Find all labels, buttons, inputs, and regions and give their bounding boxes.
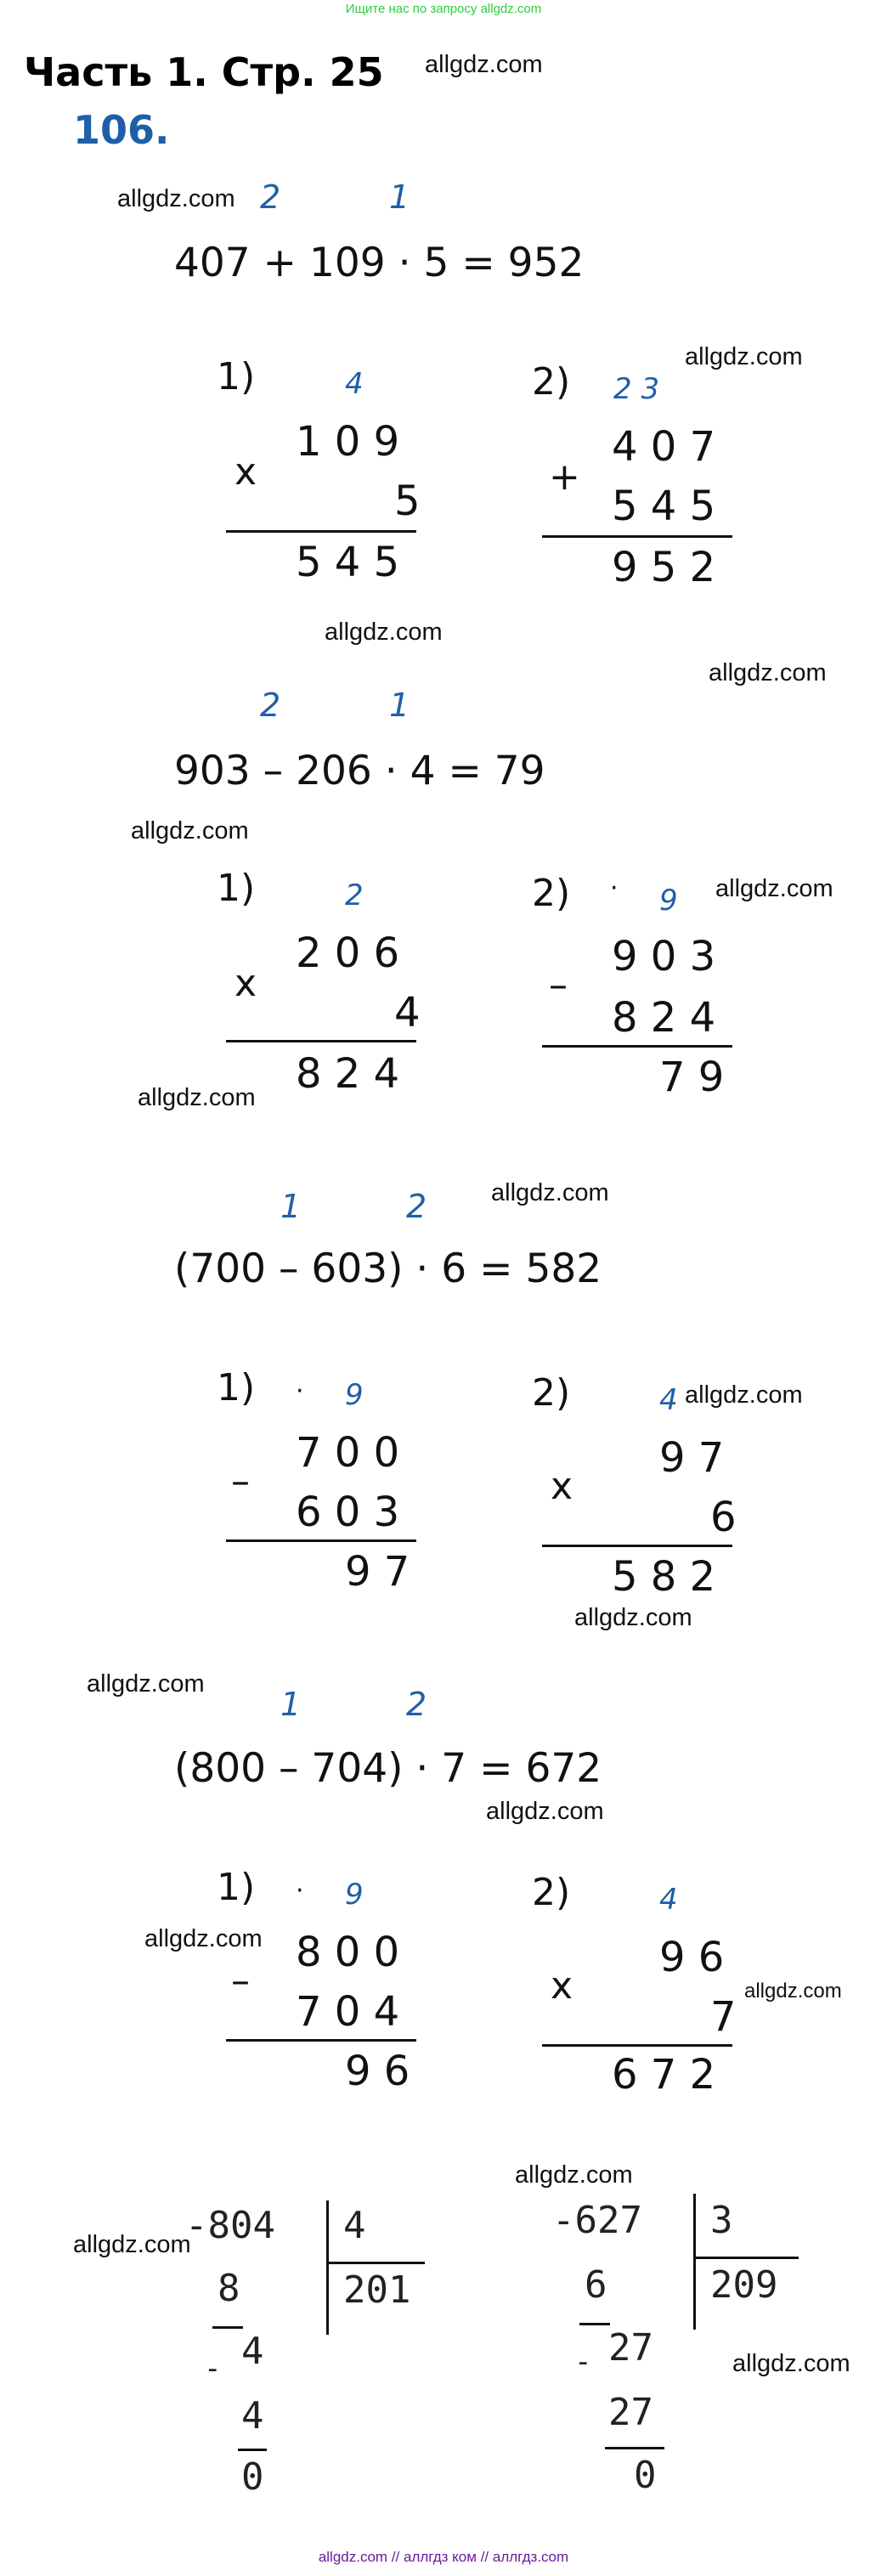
expression: 903 – 206 · 4 = 79 (174, 748, 545, 794)
quotient-line (328, 2262, 425, 2264)
watermark: allgdz.com (744, 1980, 842, 2003)
step-label: 2) (532, 872, 571, 915)
watermark: allgdz.com (709, 659, 827, 686)
operand-bottom: 5 4 5 (612, 483, 716, 530)
watermark: allgdz.com (574, 1604, 692, 1631)
operand-top: 9 7 (659, 1434, 725, 1482)
divisor: 4 (343, 2204, 366, 2247)
result: 9 7 (345, 1548, 410, 1596)
footer-link[interactable]: allgdz.com (318, 2549, 388, 2565)
exercise-number: 106. (73, 107, 170, 153)
watermark: allgdz.com (87, 1670, 205, 1698)
operand-top: 2 0 6 (296, 929, 400, 977)
division-remainder: 0 (241, 2455, 264, 2499)
result-line (542, 1545, 732, 1547)
operand-bottom: 8 2 4 (612, 994, 716, 1042)
operand-bottom: 6 (710, 1494, 737, 1541)
expression: (800 – 704) · 7 = 672 (174, 1745, 602, 1792)
quotient: 209 (710, 2263, 778, 2307)
step-line (579, 2323, 610, 2325)
order-mark: 2 (260, 178, 281, 216)
operand-top: 4 0 7 (612, 423, 716, 471)
order-mark: 1 (280, 1686, 302, 1723)
operator: x (234, 450, 257, 494)
carry-digit: 9 (345, 1878, 364, 1912)
division-step: 8 (218, 2267, 240, 2310)
division-minus: - (574, 2345, 592, 2379)
dividend: -804 (185, 2204, 275, 2247)
step-label: 2) (532, 1871, 571, 1914)
result-line (542, 1045, 732, 1048)
footer-link[interactable]: аллгдз.com (492, 2549, 569, 2565)
divisor: 3 (710, 2199, 733, 2242)
watermark: allgdz.com (491, 1179, 609, 1206)
result-line (226, 1040, 416, 1042)
operand-top: 9 0 3 (612, 933, 716, 980)
borrow-dot: · (610, 873, 619, 903)
operand-top: 1 0 9 (296, 418, 400, 466)
division-minus: - (204, 2352, 222, 2386)
carry-digit: 9 (345, 1378, 364, 1412)
watermark: allgdz.com (685, 343, 803, 370)
top-banner: Ищите нас по запросу allgdz.com (345, 2, 542, 16)
expression: (700 – 603) · 6 = 582 (174, 1246, 602, 1292)
result-line (226, 530, 416, 533)
order-mark: 2 (406, 1188, 427, 1225)
operand-bottom: 6 0 3 (296, 1489, 400, 1536)
carry-digit: 2 3 (613, 372, 660, 406)
operand-top: 9 6 (659, 1934, 725, 1981)
footer-link[interactable]: аллгдз ком (404, 2549, 477, 2565)
operand-bottom: 7 (710, 1993, 737, 2041)
result-line (226, 1539, 416, 1542)
watermark: allgdz.com (138, 1084, 256, 1111)
result-line (542, 535, 732, 538)
result: 6 7 2 (612, 2051, 716, 2099)
carry-digit: 4 (345, 367, 364, 401)
operand-bottom: 4 (394, 989, 421, 1037)
operand-top: 8 0 0 (296, 1929, 400, 1976)
operator: x (551, 1964, 573, 2008)
watermark: allgdz.com (73, 2231, 191, 2258)
carry-digit: 9 (659, 884, 678, 918)
operator: – (231, 1959, 250, 2003)
result: 7 9 (659, 1054, 725, 1101)
operator: – (549, 963, 568, 1007)
step-label: 1) (217, 1366, 256, 1409)
page-title: Часть 1. Стр. 25 (24, 49, 384, 95)
watermark: allgdz.com (486, 1798, 604, 1825)
watermark: allgdz.com (715, 875, 833, 902)
step-label: 1) (217, 1866, 256, 1909)
footer (0, 2549, 887, 2566)
operand-bottom: 7 0 4 (296, 1988, 400, 2036)
watermark: allgdz.com (685, 1381, 803, 1409)
borrow-dot: · (296, 1376, 304, 1406)
watermark: allgdz.com (732, 2350, 850, 2377)
order-mark: 2 (406, 1686, 427, 1723)
operand-top: 7 0 0 (296, 1429, 400, 1477)
operator: + (549, 455, 580, 499)
step-label: 1) (217, 355, 256, 398)
step-label: 2) (532, 1371, 571, 1415)
division-remainder: 0 (634, 2454, 657, 2497)
carry-digit: 4 (659, 1383, 678, 1417)
division-step: 27 (608, 2326, 653, 2370)
carry-digit: 4 (659, 1883, 678, 1917)
division-bar (326, 2200, 329, 2335)
watermark: allgdz.com (325, 619, 443, 646)
operator: x (234, 962, 257, 1005)
result-line (542, 2044, 732, 2047)
footer-separator: // (480, 2549, 489, 2565)
watermark: allgdz.com (131, 817, 249, 845)
operand-bottom: 5 (394, 477, 421, 525)
watermark: allgdz.com (515, 2161, 633, 2189)
operator: – (231, 1460, 250, 1503)
result: 5 4 5 (296, 539, 400, 586)
operator: x (551, 1465, 573, 1508)
carry-digit: 2 (345, 878, 364, 912)
watermark: allgdz.com (144, 1925, 263, 1952)
expression: 407 + 109 · 5 = 952 (174, 240, 585, 286)
step-label: 2) (532, 360, 571, 404)
footer-separator: // (391, 2549, 400, 2565)
division-step: 27 (608, 2391, 653, 2434)
result: 9 6 (345, 2048, 410, 2095)
order-mark: 2 (260, 686, 281, 724)
step-label: 1) (217, 867, 256, 910)
division-step: 6 (585, 2263, 607, 2307)
result: 5 8 2 (612, 1553, 716, 1601)
division-step: 4 (241, 2330, 264, 2373)
step-line (605, 2447, 664, 2449)
division-step: 4 (241, 2394, 264, 2438)
step-line (212, 2326, 243, 2329)
step-line (238, 2449, 267, 2451)
result-line (226, 2039, 416, 2042)
order-mark: 1 (389, 178, 410, 216)
borrow-dot: · (296, 1876, 304, 1906)
order-mark: 1 (280, 1188, 302, 1225)
watermark: allgdz.com (117, 185, 235, 212)
result: 8 2 4 (296, 1050, 400, 1098)
quotient: 201 (343, 2268, 411, 2312)
watermark: allgdz.com (425, 51, 543, 78)
order-mark: 1 (389, 686, 410, 724)
dividend: -627 (552, 2199, 642, 2242)
quotient-line (695, 2257, 799, 2259)
result: 9 5 2 (612, 544, 716, 591)
division-bar (693, 2194, 696, 2330)
